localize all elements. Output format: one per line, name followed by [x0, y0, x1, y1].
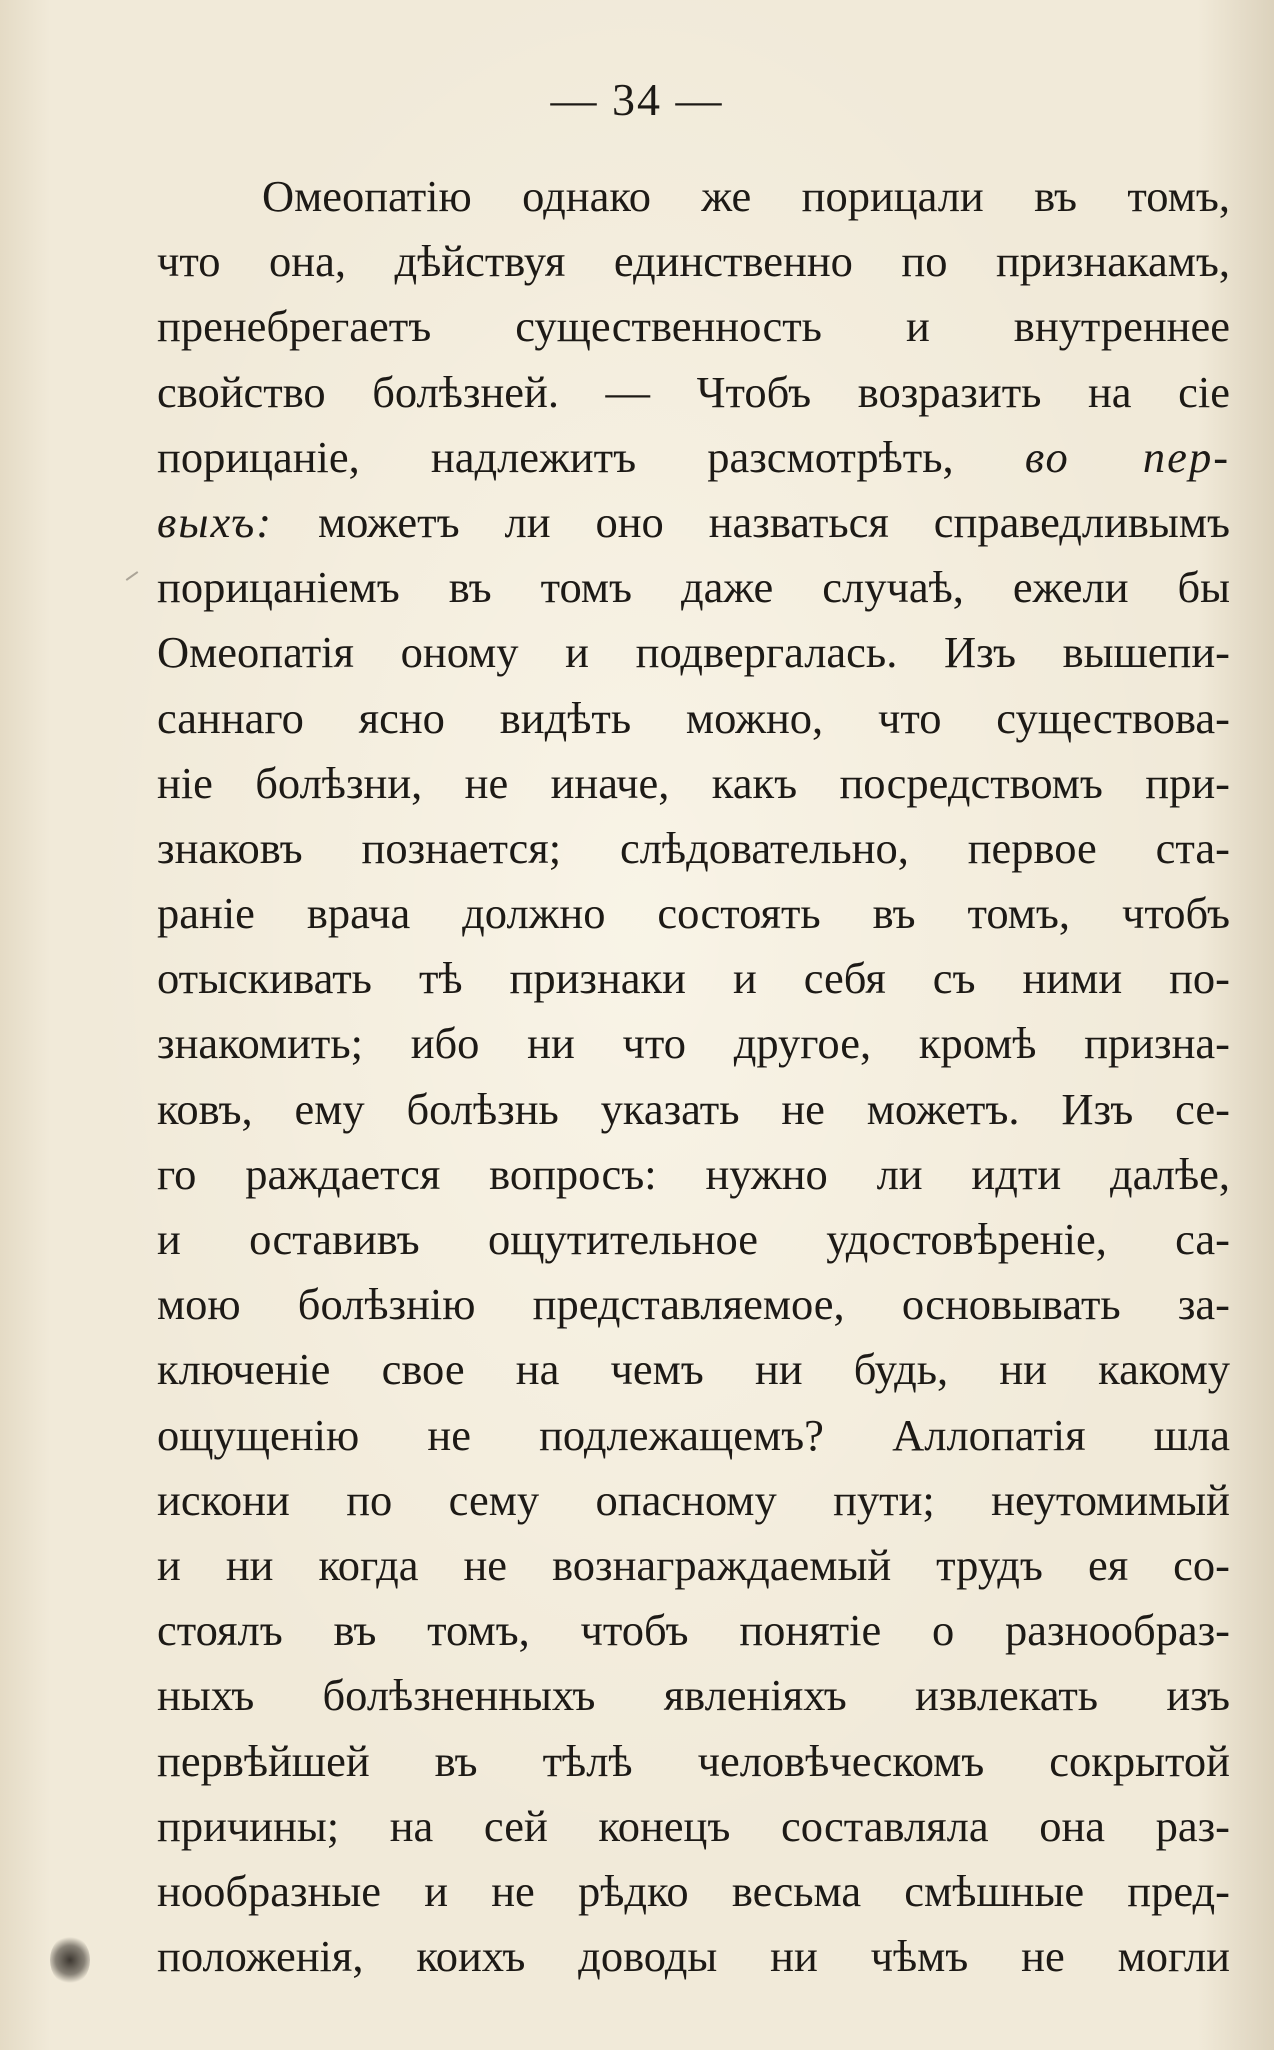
text-line-segment: можетъ ли оно назваться справедливымъ	[317, 496, 1230, 547]
text-line: отыскивать тѣ признаки и себя съ ними по-	[157, 953, 1230, 1004]
text-line: раніе врача должно состоять въ томъ, чтобъ	[157, 888, 1230, 939]
text-line: Омеопатія оному и подвергалась. Изъ вышепи-	[157, 627, 1230, 678]
text-line: первѣйшей въ тѣлѣ человѣческомъ сокрытой	[157, 1735, 1230, 1786]
italic-phrase-continuation: выхъ:	[157, 496, 274, 547]
text-line	[157, 490, 1230, 555]
text-line: положенія, коихъ доводы ни чѣмъ не могли	[157, 1931, 1230, 1982]
text-line: что она, дѣйствуя единственно по признакамъ,	[157, 236, 1230, 287]
text-line: ключеніе свое на чемъ ни будь, ни какому	[157, 1344, 1230, 1395]
text-line: ныхъ болѣзненныхъ явленіяхъ извлекать изъ	[157, 1670, 1230, 1721]
text-line: го раждается вопросъ: нужно ли идти далѣе,	[157, 1148, 1230, 1199]
text-line: стоялъ въ томъ, чтобъ понятіе о разнообраз-	[157, 1605, 1230, 1656]
text-line: порицаніемъ въ томъ даже случаѣ, ежели бы	[157, 562, 1230, 613]
text-line: искони по сему опасному пути; неутомимый	[157, 1474, 1230, 1525]
text-line: нообразные и не рѣдко весьма смѣшные пред-	[157, 1865, 1230, 1916]
text-line-segment: порицаніе, надлежитъ разсмотрѣть,	[157, 431, 954, 482]
text-line: мою болѣзнію представляемое, основывать за-	[157, 1279, 1230, 1330]
text-line: причины; на сей конецъ составляла она раз-	[157, 1800, 1230, 1851]
text-line: знаковъ познается; слѣдовательно, первое ста-	[157, 822, 1230, 873]
text-line: ковъ, ему болѣзнь указать не можетъ. Изъ се-	[157, 1083, 1230, 1134]
text-line: знакомить; ибо ни что другое, кромѣ призна-	[157, 1018, 1230, 1069]
text-line	[157, 425, 1230, 490]
text-line: и ни когда не вознаграждаемый трудъ ея со-	[157, 1539, 1230, 1590]
text-line: и оставивъ ощутительное удостовѣреніе, са-	[157, 1214, 1230, 1264]
text-line: ощущенію не подлежащемъ? Аллопатія шла	[157, 1409, 1230, 1460]
text-line: пренебрегаетъ существенность и внутреннее	[157, 301, 1230, 352]
page-number: — 34 —	[550, 74, 724, 125]
italic-phrase: во пер-	[1024, 431, 1230, 482]
text-line: саннаго ясно видѣть можно, что существова-	[157, 692, 1230, 743]
ink-smudge	[50, 1935, 90, 1985]
text-line: ніе болѣзни, не иначе, какъ посредствомъ при-	[157, 757, 1230, 808]
margin-mark	[126, 571, 139, 581]
body-paragraph	[157, 164, 1230, 1989]
text-line: свойство болѣзней. — Чтобъ возразить на сіе	[157, 366, 1230, 417]
text-line: Омеопатію однако же порицали въ томъ,	[262, 171, 1230, 221]
